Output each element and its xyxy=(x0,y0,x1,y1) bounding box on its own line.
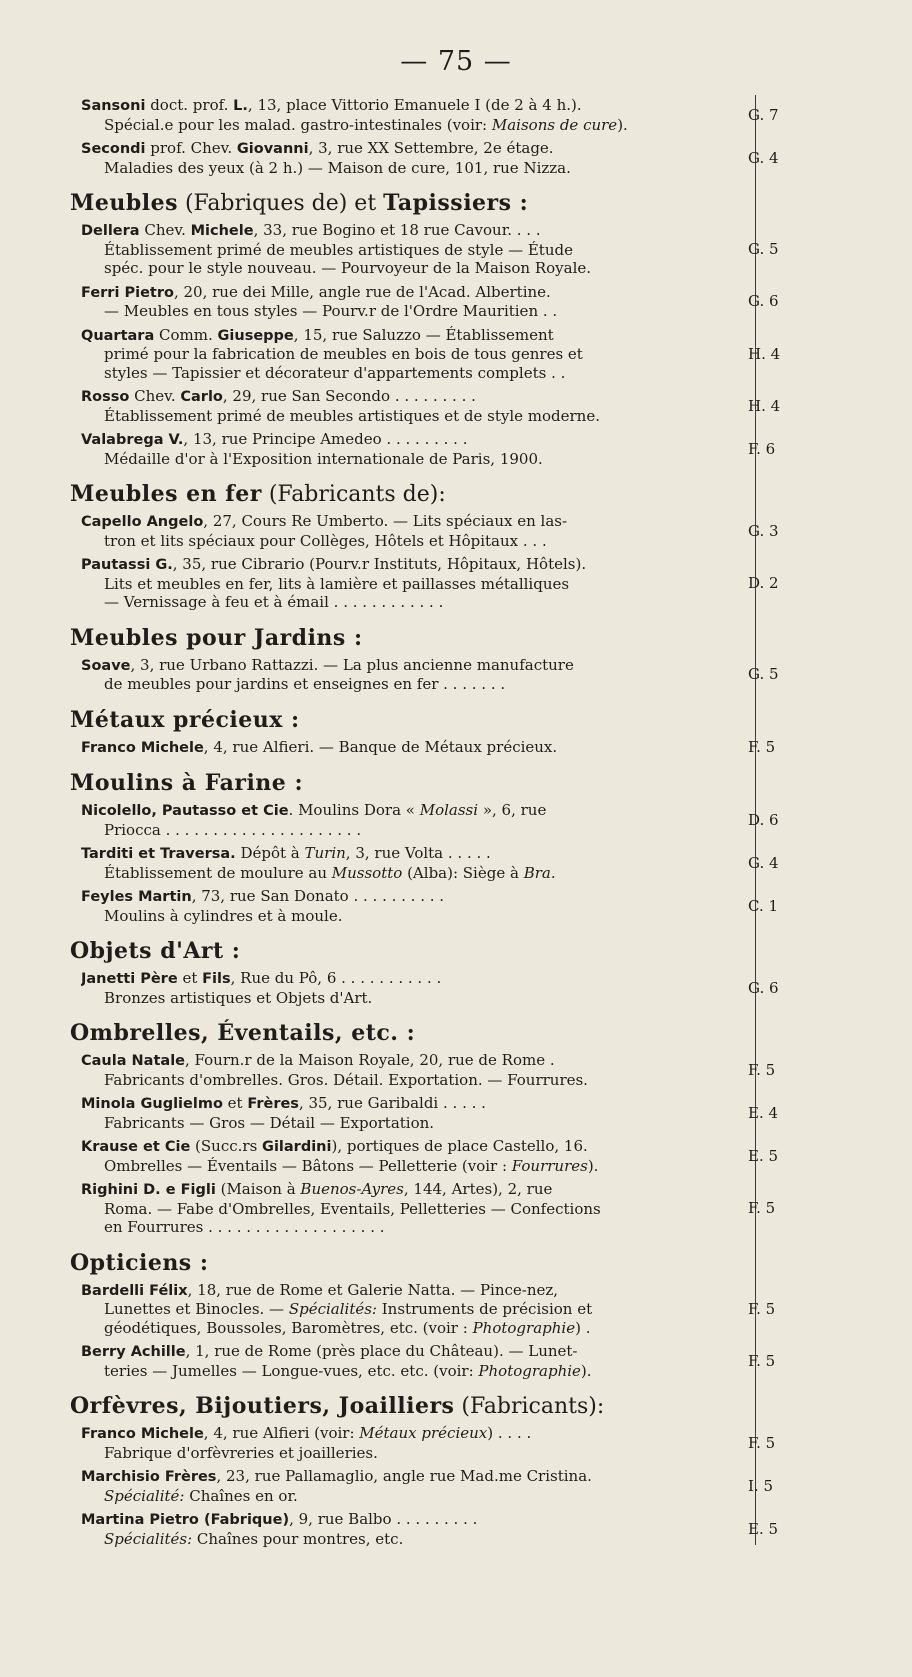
entry-line xyxy=(81,1510,722,1530)
directory-entry xyxy=(70,1051,830,1089)
entry-text-segment: , 3, rue XX Settembre, 2e étage. xyxy=(308,139,554,157)
entry-text-segment: teries — Jumelles — Longue-vues, etc. etc. (voir: xyxy=(104,1361,479,1380)
business-name: Gilardini xyxy=(262,1139,332,1155)
entry-text-segment: Maladies des yeux (à 2 h.) — Maison de cure, 101, rue Nizza. xyxy=(104,158,571,177)
entry-text-segment: , 3, rue Volta . . . . . xyxy=(345,844,491,862)
entry-text-segment: , 73, rue San Donato . . . . . . . . . . xyxy=(191,887,445,905)
entry-text-segment: Priocca . . . . . . . . . . . . . . . . . . . . . xyxy=(104,820,362,839)
entry-line xyxy=(104,116,722,135)
section-heading xyxy=(70,625,830,652)
entry-line xyxy=(104,450,722,469)
section-heading xyxy=(70,707,830,734)
business-name: Dellera xyxy=(81,223,140,239)
section-heading xyxy=(70,190,830,217)
italic-text: Maisons de cure xyxy=(491,115,618,134)
entry-text xyxy=(81,555,722,612)
entry-line xyxy=(81,326,722,346)
entry-text-segment: , 4, rue Alfieri (voir: xyxy=(203,1424,360,1442)
entry-line xyxy=(104,364,722,383)
entry-text-segment: de meubles pour jardins et enseignes en fer . . . . . . . xyxy=(104,675,506,693)
entry-text xyxy=(81,1180,722,1237)
entry-text-segment: Fabricants d'ombrelles. Gros. Détail. Exportation. — Fourrures. xyxy=(104,1070,588,1089)
business-name: Secondi xyxy=(81,141,146,157)
italic-text: Molassi xyxy=(419,801,479,819)
entry-line xyxy=(104,159,722,178)
entry-text-segment: pour les malad. gastro-intestinales (voir: xyxy=(173,115,492,134)
directory-entry xyxy=(70,656,830,694)
business-name: Giuseppe xyxy=(217,327,294,344)
directory-entry xyxy=(70,887,830,925)
entry-line xyxy=(104,1444,722,1463)
business-name: Fils xyxy=(202,971,231,987)
directory-entry xyxy=(70,512,830,550)
entry-line xyxy=(104,1319,722,1338)
entry-text-segment: styles — Tapissier et décorateur d'appartements complets . . xyxy=(104,363,566,382)
heading-text: Objets d'Art : xyxy=(70,938,241,964)
entry-line xyxy=(104,1071,722,1090)
entry-text xyxy=(81,1467,722,1505)
entry-text xyxy=(81,844,722,882)
business-name: Martina Pietro (Fabrique) xyxy=(81,1512,290,1528)
heading-text: (Fabricants de): xyxy=(261,482,446,507)
entry-line xyxy=(104,821,722,840)
entry-text-segment: , 1, rue de Rome (près place du Château). — Lunet- xyxy=(185,1342,578,1360)
italic-text: Mussotto xyxy=(331,863,403,882)
entry-text-segment: , 13, rue Principe Amedeo . . . . . . . . . xyxy=(183,430,468,448)
directory-entry xyxy=(70,139,830,177)
entry-line xyxy=(104,1218,722,1237)
entry-line xyxy=(81,221,722,241)
entry-text xyxy=(81,139,722,177)
directory-entry xyxy=(70,555,830,612)
heading-text: Métaux précieux : xyxy=(70,706,300,733)
entry-text xyxy=(81,430,722,468)
section xyxy=(70,1020,830,1237)
entry-text-segment: , 144, Artes), 2, rue xyxy=(403,1180,553,1198)
entry-text-segment: . Moulins Dora « xyxy=(288,801,420,819)
map-grid-code: E. 5 xyxy=(748,1146,779,1165)
entry-text xyxy=(81,1137,722,1175)
business-name: Bardelli Félix xyxy=(81,1282,188,1299)
entry-line xyxy=(81,1281,722,1301)
entry-text-segment: Bronzes artistiques et Objets d'Art. xyxy=(104,988,373,1007)
entry-text-segment: , 20, rue dei Mille, angle rue de l'Acad. Albertine. xyxy=(173,282,551,301)
business-name: Janetti Père xyxy=(81,971,178,987)
entry-line xyxy=(81,969,722,989)
map-grid-code: D. 6 xyxy=(748,810,779,829)
business-name: Righini D. e Figli xyxy=(81,1182,216,1198)
entry-line xyxy=(81,387,722,407)
entry-text xyxy=(81,1342,722,1380)
entry-text-segment: Spécial. xyxy=(104,115,165,134)
entry-line xyxy=(104,1362,722,1381)
map-grid-code: F. 5 xyxy=(748,1299,776,1318)
entry-text-segment: ) . . . . xyxy=(487,1424,532,1442)
entry-line xyxy=(81,430,722,450)
entry-line xyxy=(104,1530,722,1549)
entry-text-segment: et xyxy=(177,969,203,987)
business-name: ie xyxy=(175,1139,191,1155)
entry-line xyxy=(104,1487,722,1506)
entry-text-segment: , 35, rue Cibrario (Pourv.r Instituts, Hôpitaux, Hôtels). xyxy=(172,555,587,573)
section-heading xyxy=(70,770,830,797)
entry-text-segment: prof. Chev. xyxy=(145,139,237,157)
entry-line xyxy=(81,512,722,532)
entry-text-segment: géodétiques, Boussoles, Baromètres, etc. (voir : xyxy=(104,1318,473,1337)
section xyxy=(70,938,830,1007)
directory-entry xyxy=(70,738,830,758)
map-grid-code: F. 5 xyxy=(748,1433,776,1452)
entry-line xyxy=(81,555,722,575)
entry-text xyxy=(81,655,722,694)
section xyxy=(70,625,830,694)
section xyxy=(70,96,830,177)
business-name: Valabrega V. xyxy=(81,432,184,448)
entry-text-segment: , 4, rue Alfieri. — Banque de Métaux précieux. xyxy=(203,737,558,756)
entry-line xyxy=(81,801,722,821)
section-heading xyxy=(70,1020,830,1047)
entry-text xyxy=(81,969,722,1007)
entry-line xyxy=(81,1424,722,1444)
directory-entry xyxy=(70,326,830,383)
entry-text-segment: , Rue du Pô, 6 . . . . . . . . . . . xyxy=(230,969,442,987)
heading-text: Tapissiers : xyxy=(383,190,529,216)
entry-line xyxy=(104,675,722,694)
section-heading xyxy=(70,481,830,508)
directory-entry xyxy=(70,283,830,321)
map-grid-code: E. 5 xyxy=(748,1519,779,1538)
directory-entry xyxy=(70,387,830,425)
section-heading xyxy=(70,1250,830,1277)
entry-text-segment: en Fourrures . . . . . . . . . . . . . . . . . . . xyxy=(104,1218,385,1236)
italic-text: Spécialité: xyxy=(104,1486,185,1505)
entry-line xyxy=(81,1051,722,1071)
entry-text xyxy=(81,387,722,425)
business-name: Capello Angelo xyxy=(81,514,204,530)
entry-line xyxy=(81,844,722,864)
directory-entry xyxy=(70,221,830,278)
entry-text-segment: spéc. pour le style nouveau. — Pourvoyeur de la Maison Royale. xyxy=(104,259,592,277)
business-name: Giovanni xyxy=(236,141,309,157)
entry-line xyxy=(104,241,722,260)
entry-line xyxy=(104,1157,722,1176)
map-grid-code: F. 5 xyxy=(748,1060,776,1079)
map-grid-code: E. 4 xyxy=(748,1103,779,1122)
section-heading xyxy=(70,1393,830,1420)
entry-text-segment: Médaille d'or à l'Exposition internationale de Paris, 1900. xyxy=(104,449,543,468)
map-grid-code: G. 6 xyxy=(748,292,779,311)
entry-text-segment: Instruments de précision et xyxy=(376,1300,593,1318)
entry-line xyxy=(81,283,722,303)
map-grid-code: H. 4 xyxy=(748,396,781,415)
entry-text-segment: — Vernissage à feu et à émail . . . . . . . . . . . . xyxy=(104,593,444,611)
entry-text-segment: , 3, rue Urbano Rattazzi. — La plus ancienne manufacture xyxy=(130,655,574,674)
heading-text: (Fabricants): xyxy=(454,1394,605,1419)
directory-entry xyxy=(70,1510,830,1548)
entry-text-segment: — Meubles en tous styles — Pourv.r de l'Ordre Mauritien . . xyxy=(104,302,558,320)
entry-text-segment: , 23, rue Pallamaglio, angle rue Mad.me Cristina. xyxy=(216,1467,592,1485)
map-grid-code: G. 6 xyxy=(748,978,779,997)
directory-listing xyxy=(70,96,830,1553)
entry-line xyxy=(104,345,722,364)
business-name: Krause et C xyxy=(81,1139,176,1155)
section xyxy=(70,190,830,468)
map-grid-code: F. 5 xyxy=(748,738,776,756)
map-grid-code: F. 5 xyxy=(748,1199,776,1217)
entry-text-segment: ). xyxy=(587,1156,599,1175)
business-name: Feyles Martin xyxy=(81,889,192,905)
directory-entry xyxy=(70,1137,830,1175)
entry-text xyxy=(81,1424,722,1462)
entry-text-segment: ) . xyxy=(575,1318,591,1337)
heading-text: Orfèvres, Bijoutiers, Joailliers xyxy=(70,1393,455,1419)
entry-text-segment: Chev. xyxy=(139,221,191,239)
business-name: Pautassi G. xyxy=(81,557,173,573)
heading-text: Moulins à Farine : xyxy=(70,770,304,796)
entry-text-segment: , Fourn.r de la Maison Royale, 20, rue de Rome . xyxy=(185,1051,555,1069)
entry-text xyxy=(81,737,722,758)
entry-line xyxy=(104,259,722,278)
italic-text: Métaux précieux xyxy=(359,1424,488,1442)
entry-line xyxy=(81,738,722,758)
entry-text-segment: doct. prof. xyxy=(145,96,234,114)
entry-line xyxy=(81,887,722,907)
business-name: Michele xyxy=(190,223,254,239)
business-name: Soave xyxy=(81,657,131,674)
entry-text-segment: Chev. xyxy=(129,387,181,405)
entry-text-segment: Établissement primé de meubles artistiques de style — Étude xyxy=(104,240,573,259)
entry-text xyxy=(81,282,722,321)
map-grid-code: I. 5 xyxy=(748,1476,774,1495)
italic-text: Spécialités: xyxy=(104,1529,193,1548)
entry-text-segment: , 15, rue Saluzzo — Établissement xyxy=(293,325,554,344)
entry-line xyxy=(81,656,722,676)
entry-line xyxy=(81,1137,722,1157)
entry-line xyxy=(81,1180,722,1200)
entry-text xyxy=(81,512,722,550)
italic-text: Photographie xyxy=(472,1318,576,1337)
entry-text-segment: ). xyxy=(617,115,628,134)
business-name: Caula Natale xyxy=(81,1053,185,1069)
entry-text xyxy=(81,221,722,278)
map-grid-code: F. 6 xyxy=(748,439,776,458)
entry-line xyxy=(104,864,722,883)
entry-text-segment: , 13, place Vittorio Emanuele I (de 2 à 4 h.). xyxy=(247,96,582,114)
map-grid-code: G. 5 xyxy=(748,240,779,258)
entry-text-segment: , 35, rue Garibaldi . . . . . xyxy=(298,1094,486,1112)
directory-entry xyxy=(70,801,830,839)
business-name: Tarditi et Traversa. xyxy=(81,846,236,862)
entry-text xyxy=(81,1051,722,1089)
section xyxy=(70,707,830,758)
entry-text-segment: », 6, rue xyxy=(478,801,547,819)
section-heading xyxy=(70,938,830,965)
entry-line xyxy=(81,96,722,116)
entry-text-segment: , 9, rue Balbo . . . . . . . . . xyxy=(289,1510,478,1528)
directory-entry xyxy=(70,96,830,134)
entry-text xyxy=(81,801,722,839)
entry-text-segment: Roma. — Fabe d'Ombrelles, Eventails, Pelletteries — Confections xyxy=(104,1199,601,1218)
entry-text-segment: Comm. xyxy=(154,325,218,344)
entry-text-segment: Dépôt à xyxy=(235,844,305,862)
entry-text-segment: , 18, rue de Rome et Galerie Natta. — Pince-nez, xyxy=(187,1280,559,1299)
map-grid-code: D. 2 xyxy=(748,574,779,592)
entry-line xyxy=(104,989,722,1008)
entry-line xyxy=(81,139,722,159)
section xyxy=(70,1393,830,1548)
entry-line xyxy=(104,575,722,594)
map-grid-code: G. 7 xyxy=(748,105,779,124)
heading-text: (Fabriques de) et xyxy=(177,191,384,216)
section xyxy=(70,481,830,612)
map-grid-code: F. 5 xyxy=(748,1351,776,1370)
entry-text-segment: Ombrelles — Éventails — Bâtons — Pelletterie (voir : xyxy=(104,1156,512,1175)
map-grid-code: G. 4 xyxy=(748,148,779,167)
heading-text: Meubles xyxy=(70,190,178,216)
entry-text-segment: (Maison à xyxy=(215,1180,301,1198)
directory-entry xyxy=(70,1180,830,1237)
entry-text-segment: e xyxy=(164,115,174,134)
italic-text: Turin xyxy=(304,844,346,862)
business-name: Sansoni xyxy=(81,98,146,114)
section xyxy=(70,770,830,925)
business-name: L. xyxy=(233,98,248,114)
entry-line xyxy=(104,532,722,551)
entry-text-segment: Fabricants — Gros — Détail — Exportation. xyxy=(104,1113,435,1132)
entry-text xyxy=(81,887,722,925)
italic-text: Photographie xyxy=(478,1361,581,1380)
entry-text-segment: Établissement primé de meubles artistiques et de style moderne. xyxy=(104,406,600,425)
business-name: Franco Michele xyxy=(81,739,204,756)
entry-text-segment: Chaînes en or. xyxy=(184,1486,298,1505)
section xyxy=(70,1250,830,1381)
entry-text-segment: Lits et meubles en fer, lits à lamière et paillasses métalliques xyxy=(104,574,570,593)
entry-line xyxy=(104,1114,722,1133)
entry-text-segment: ). xyxy=(580,1361,592,1380)
entry-line xyxy=(81,1094,722,1114)
map-grid-code: G. 4 xyxy=(748,853,779,872)
directory-entry xyxy=(70,1467,830,1505)
entry-text xyxy=(81,1094,722,1132)
map-grid-code: G. 3 xyxy=(748,521,779,540)
entry-text-segment: Chaînes pour montres, etc. xyxy=(192,1529,404,1548)
entry-text xyxy=(81,1510,722,1548)
entry-text xyxy=(81,96,722,134)
entry-text-segment: , 29, rue San Secondo . . . . . . . . . xyxy=(222,387,476,405)
entry-line xyxy=(104,593,722,612)
directory-entry xyxy=(70,1094,830,1132)
italic-text: Buenos-Ayres xyxy=(300,1180,404,1198)
heading-text: Ombrelles, Éventails, etc. : xyxy=(70,1020,416,1046)
entry-text xyxy=(81,325,722,383)
entry-text-segment: primé pour la fabrication de meubles en bois de tous genres et xyxy=(104,345,583,363)
map-grid-code: G. 5 xyxy=(748,665,779,684)
heading-text: Meubles pour Jardins : xyxy=(70,624,363,651)
business-name: Quartara xyxy=(81,327,155,344)
entry-line xyxy=(104,407,722,426)
directory-entry xyxy=(70,1281,830,1338)
entry-text-segment: Établissement de moulure au xyxy=(104,863,332,882)
entry-text-segment: tron et lits spéciaux pour Collèges, Hôtels et Hôpitaux . . . xyxy=(104,531,547,550)
business-name: Marchisio Frères xyxy=(81,1469,217,1485)
business-name: Ferri Pietro xyxy=(81,284,174,301)
heading-text: Meubles en fer xyxy=(70,481,262,507)
entry-text-segment: , 27, Cours Re Umberto. — Lits spéciaux en las- xyxy=(203,512,568,530)
directory-entry xyxy=(70,1342,830,1380)
entry-line xyxy=(104,302,722,321)
entry-text-segment: et xyxy=(222,1094,248,1112)
business-name: ie xyxy=(273,803,289,819)
business-name: Carlo xyxy=(180,389,223,405)
entry-text xyxy=(81,1280,722,1338)
entry-text-segment: (Alba): Siège à xyxy=(402,863,524,882)
entry-text-segment: Lunettes et Binocles. — xyxy=(104,1300,289,1318)
directory-entry xyxy=(70,1424,830,1462)
business-name: Frères xyxy=(247,1096,299,1112)
entry-text-segment: Fabrique d'orfèvreries et joailleries. xyxy=(104,1443,378,1462)
map-grid-code: H. 4 xyxy=(748,344,781,363)
map-grid-code: C. 1 xyxy=(748,896,779,915)
entry-line xyxy=(104,907,722,926)
business-name: Franco Michele xyxy=(81,1426,204,1442)
business-name: Berry Achille xyxy=(81,1344,186,1360)
entry-line xyxy=(81,1467,722,1487)
directory-entry xyxy=(70,430,830,468)
business-name: Nicolello, Pautasso et C xyxy=(81,803,274,819)
page-number: — 75 — xyxy=(400,46,512,77)
italic-text: Spécialités: xyxy=(288,1300,377,1318)
entry-text-segment: (Succ.rs xyxy=(190,1137,263,1155)
directory-entry xyxy=(70,969,830,1007)
business-name: Rosso xyxy=(81,389,130,405)
directory-entry xyxy=(70,844,830,882)
entry-text-segment: ), portiques de place Castello, 16. xyxy=(331,1137,588,1155)
entry-line xyxy=(104,1200,722,1219)
italic-text: Bra. xyxy=(523,863,556,882)
entry-line xyxy=(104,1300,722,1319)
entry-text-segment: Moulins à cylindres et à moule. xyxy=(104,906,343,925)
heading-text: Opticiens : xyxy=(70,1249,209,1276)
business-name: Minola Guglielmo xyxy=(81,1096,223,1112)
entry-text-segment: , 33, rue Bogino et 18 rue Cavour. . . . xyxy=(253,221,541,239)
italic-text: Fourrures xyxy=(511,1156,588,1175)
entry-line xyxy=(81,1342,722,1362)
